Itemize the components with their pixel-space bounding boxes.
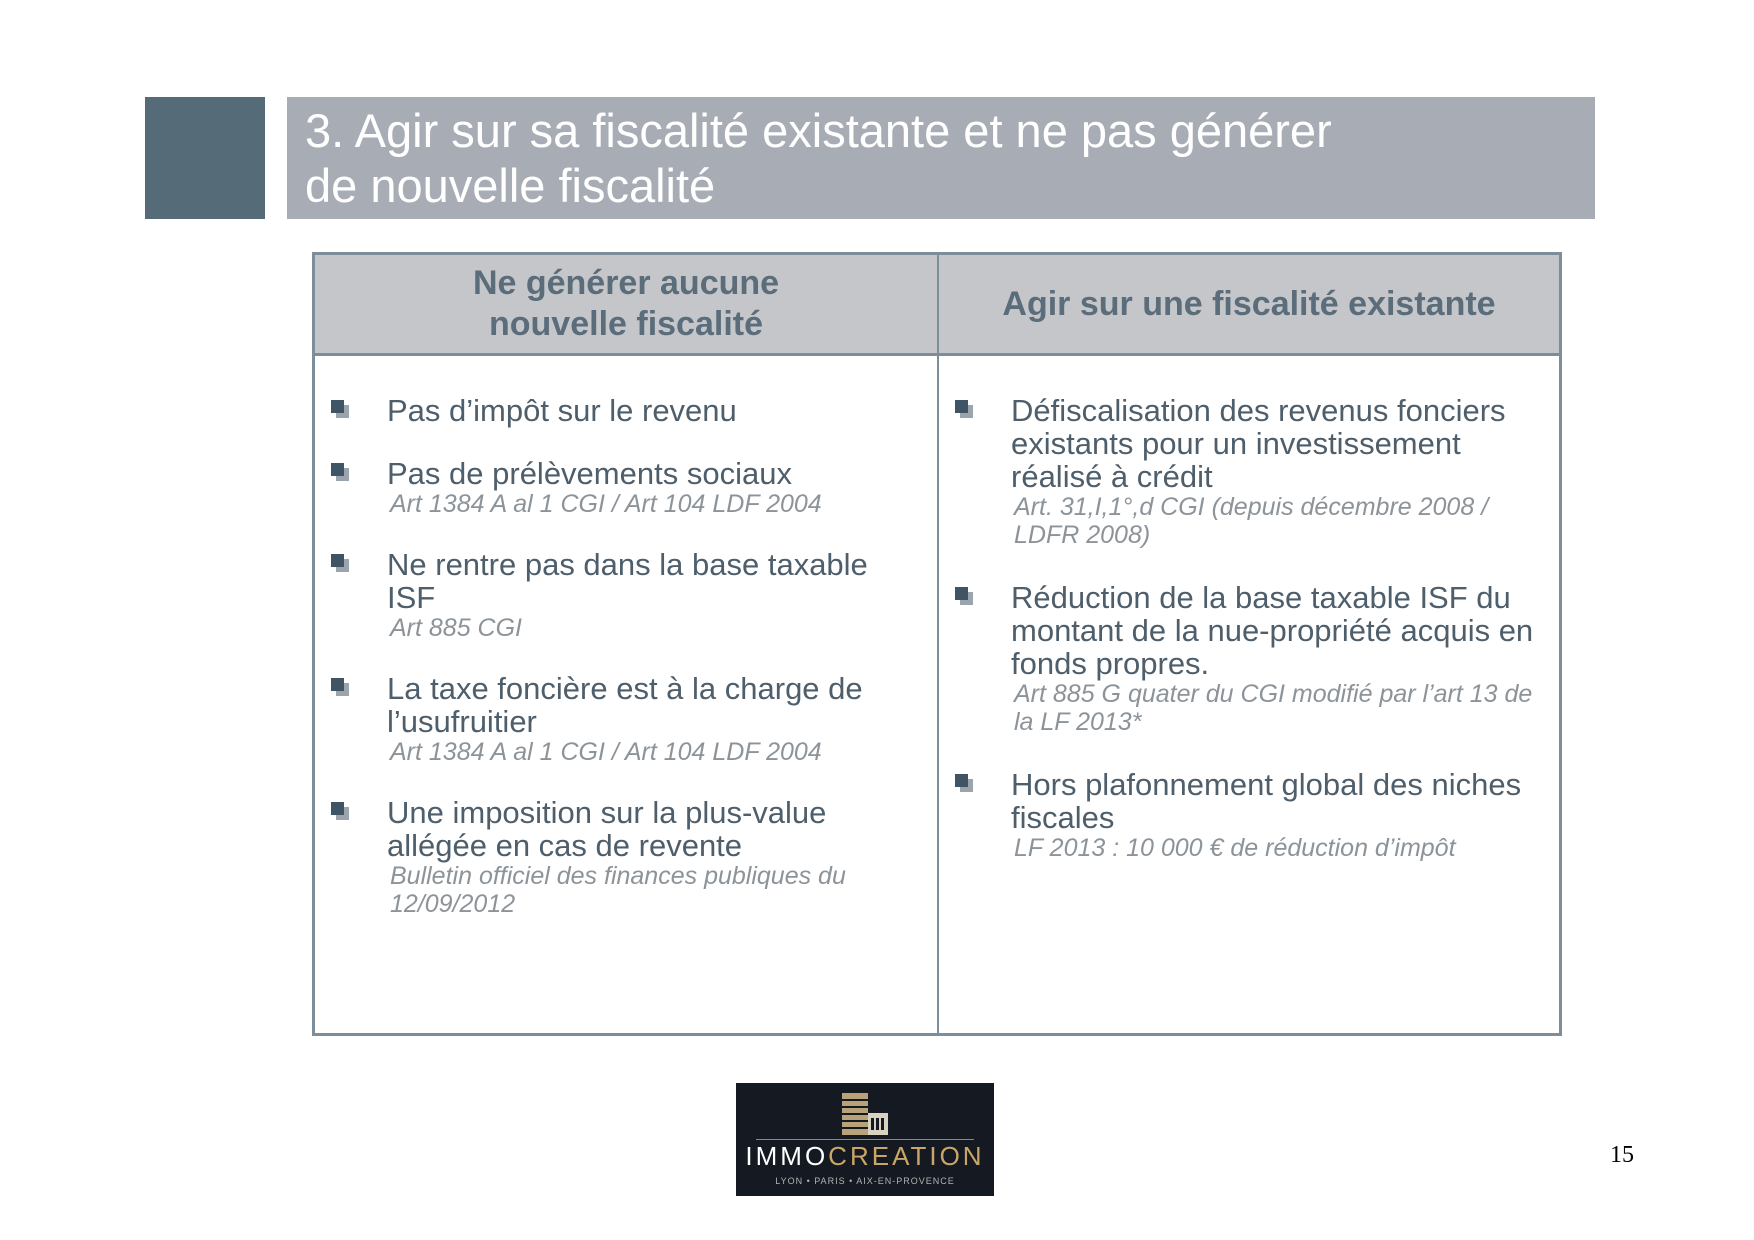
list-item	[939, 394, 1559, 549]
list-item	[315, 548, 937, 642]
bullet-icon	[955, 774, 973, 792]
list-item	[939, 581, 1559, 736]
item-reference: Bulletin officiel des finances publiques du 12/09/2012	[390, 862, 846, 918]
header-left-line-2: nouvelle fiscalité	[489, 305, 763, 343]
bullet-icon	[331, 554, 349, 572]
bullet-icon	[331, 400, 349, 418]
right-column	[939, 356, 1559, 1033]
item-reference: Art. 31,I,1°,d CGI (depuis décembre 2008 / LDFR 2008)	[1014, 493, 1489, 549]
slide-title-line-2: de nouvelle fiscalité	[305, 159, 716, 212]
list-item	[315, 394, 937, 427]
item-text: Une imposition sur la plus-value allégée en cas de revente	[387, 795, 827, 863]
slide-title-bar	[287, 97, 1595, 219]
logo-name	[736, 1141, 994, 1171]
item-reference: Art 1384 A al 1 CGI / Art 104 LDF 2004	[390, 490, 822, 518]
accent-square	[145, 97, 265, 219]
item-text: La taxe foncière est à la charge de l’usufruitier	[387, 671, 863, 739]
item-text: Pas d’impôt sur le revenu	[387, 393, 737, 428]
item-reference: Art 1384 A al 1 CGI / Art 104 LDF 2004	[390, 738, 822, 766]
item-reference: Art 885 CGI	[390, 614, 522, 642]
bullet-icon	[955, 400, 973, 418]
header-right	[939, 255, 1559, 353]
building-icon	[838, 1091, 892, 1137]
list-item	[315, 672, 937, 766]
page-number: 15	[1610, 1142, 1634, 1168]
bullet-icon	[331, 463, 349, 481]
list-item	[939, 768, 1559, 862]
comparison-table	[312, 252, 1562, 1036]
slide-title-line-1: 3. Agir sur sa fiscalité existante et ne pas générer	[305, 104, 1332, 157]
item-text: Réduction de la base taxable ISF du montant de la nue-propriété acquis en fonds propres.	[1011, 580, 1534, 681]
left-column	[315, 356, 937, 1033]
logo-divider	[756, 1139, 974, 1140]
bullet-icon	[955, 587, 973, 605]
header-left-line-1: Ne générer aucune	[472, 264, 780, 302]
bullet-icon	[331, 802, 349, 820]
item-reference: Art 885 G quater du CGI modifié par l’art 13 de la LF 2013*	[1014, 680, 1533, 736]
item-text: Défiscalisation des revenus fonciers existants pour un investissement réalisé à crédit	[1011, 393, 1506, 494]
bullet-icon	[331, 678, 349, 696]
header-left	[315, 255, 937, 353]
logo-name-immo: IMMO	[745, 1141, 829, 1171]
header-right-line-1: Agir sur une fiscalité existante	[1002, 284, 1496, 323]
item-text: Pas de prélèvements sociaux	[387, 456, 792, 491]
logo-subtitle: LYON • PARIS • AIX-EN-PROVENCE	[775, 1176, 955, 1186]
item-reference: LF 2013 : 10 000 € de réduction d’impôt	[1014, 834, 1456, 862]
list-item	[315, 796, 937, 918]
list-item	[315, 457, 937, 518]
logo-name-creation: CREATION	[828, 1141, 985, 1171]
item-text: Hors plafonnement global des niches fiscales	[1011, 767, 1522, 835]
immocreation-logo	[736, 1083, 994, 1196]
item-text: Ne rentre pas dans la base taxable ISF	[387, 547, 868, 615]
